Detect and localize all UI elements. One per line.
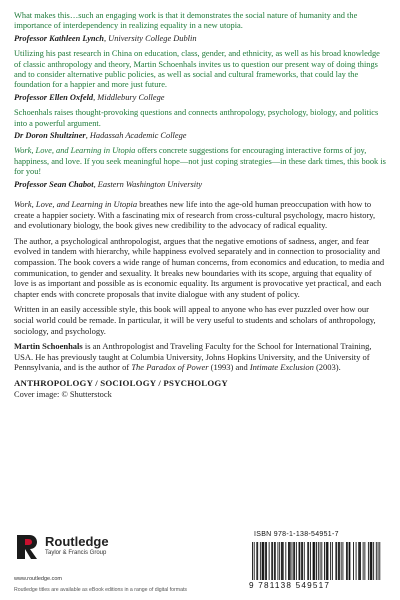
barcode-bar (272, 542, 273, 580)
barcode-bar (330, 542, 331, 580)
barcode-bar (359, 542, 360, 580)
barcode-bar (307, 542, 308, 580)
description-paragraph (14, 199, 386, 231)
barcode-bar (328, 542, 329, 580)
barcode-bar (290, 542, 291, 580)
ebook-note: Routledge titles are available as eBook editions in a range of digital formats (14, 587, 188, 593)
barcode-bar (299, 542, 300, 580)
barcode-bar (378, 542, 379, 580)
barcode-bar (342, 542, 343, 580)
blurb-affiliation: Hadassah Academic College (89, 131, 187, 141)
publisher-name: Routledge (45, 534, 109, 549)
blurb-name: Professor Sean Chabot (14, 179, 94, 189)
barcode-bar (364, 542, 365, 580)
barcode-bar (283, 542, 284, 580)
barcode-bar (254, 542, 255, 580)
blurb-quote-text: offers concrete suggestions for encouraging interactive forms of joy, happiness, and love. If you seek meaningful hope—not just coping strategies—in these dark times, this book is for you! (14, 146, 386, 177)
subject-categories: ANTHROPOLOGY / SOCIOLOGY / PSYCHOLOGY (14, 377, 228, 388)
barcode-bar (310, 542, 311, 580)
blurb-attribution: Dr Doron Shultziner, Hadassah Academic College (14, 131, 187, 141)
barcode-bar (353, 542, 354, 580)
blurb-name: Dr Doron Shultziner (14, 131, 86, 141)
barcode-bar (301, 542, 302, 580)
blurb-quote: Schoenhals raises thought-provoking questions and connects anthropology, psychology, biology, and politics into a powerful argument. (14, 108, 379, 128)
barcode-bar (263, 542, 264, 580)
barcode-panel (248, 528, 388, 594)
barcode-bar (289, 542, 290, 580)
barcode-bar (356, 542, 357, 580)
barcode-bar (269, 542, 270, 580)
book-title: The Paradox of Power (131, 362, 209, 373)
barcode-bar (335, 542, 336, 580)
barcode-bar (304, 542, 305, 580)
barcode-bar (324, 542, 325, 580)
author-bio (14, 341, 386, 373)
barcode (252, 542, 382, 580)
cover-credit: Cover image: © Shutterstock (14, 389, 112, 399)
barcode-bar (277, 542, 278, 580)
barcode-bar (260, 542, 261, 580)
barcode-bar (346, 542, 347, 580)
barcode-bar (308, 542, 309, 580)
blurb-quote (14, 146, 386, 177)
bio-text: (2003). (313, 362, 341, 373)
barcode-bar (349, 542, 350, 580)
barcode-bar (302, 542, 303, 580)
description (14, 199, 386, 400)
barcode-bar (376, 542, 377, 580)
barcode-bar (371, 542, 372, 580)
blurb-name: Professor Kathleen Lynch (14, 33, 104, 43)
barcode-bar (263, 542, 264, 580)
blurb-attribution: Professor Ellen Oxfeld, Middlebury College (14, 92, 165, 102)
barcode-bar (316, 542, 317, 580)
publisher-group: Taylor & Francis Group (45, 550, 107, 556)
barcode-bar (318, 542, 319, 580)
book-title: Work, Love, and Learning in Utopia (14, 199, 138, 209)
barcode-bar (360, 542, 361, 580)
blurb-quote: Utilizing his past research in China on education, class, gender, and ethnicity, as well as his broad knowledge of classic anthropology and theory, Martin Schoenhals invites us to question our present way of doing things and to consider alternative public policies, as well as social and cultural frameworks, that could lay the foundation for a happier and more just future. (14, 49, 380, 90)
barcode-bar (292, 542, 293, 580)
barcode-bar (262, 542, 263, 580)
publisher-url: www.routledge.com (14, 576, 62, 582)
barcode-bar (370, 542, 371, 580)
bio-text: (1993) and (208, 362, 250, 373)
blurb-affiliation: Eastern Washington University (97, 179, 203, 189)
blurb-quote: What makes this…such an engaging work is that it demonstrates the social nature of humanity and the importance of interdependency in realizing equality in a new utopia. (14, 11, 358, 31)
barcode-bar (368, 542, 369, 580)
barcode-bar (296, 542, 297, 580)
publisher-logo (14, 532, 154, 568)
barcode-bar (282, 542, 283, 580)
barcode-bar (299, 542, 300, 580)
barcode-bar (257, 542, 258, 580)
barcode-digits: 9 781138 549517 (249, 581, 331, 590)
barcode-bar (313, 542, 314, 580)
barcode-bar (326, 542, 327, 580)
barcode-bar (271, 542, 272, 580)
description-paragraph: The author, a psychological anthropologist, argues that the negative emotions of sadness, anger, and fear evolved in tandem with hierarchy, while happiness evolved separately and in connection to prosociality and compassion. The book covers a wide range of human concerns, from economics and education, to media and communication, to gender and sexuality. It breaks new boundaries with its scope, arguing that equality of love is as important and possible as is economic equality. Its argument is provocative yet practical, and each chapter ends with concrete proposals that invite dialogue with any student of policy. (14, 235, 385, 299)
barcode-bar (321, 542, 322, 580)
barcode-bar (279, 542, 280, 580)
barcode-bar (371, 542, 372, 580)
barcode-bar (281, 542, 282, 580)
barcode-bar (320, 542, 321, 580)
barcode-bar (363, 542, 364, 580)
barcode-bar (275, 542, 276, 580)
blurb-affiliation: Middlebury College (97, 92, 165, 102)
barcode-bar (285, 542, 286, 580)
isbn-label: ISBN 978-1-138-54951-7 (254, 531, 339, 538)
barcode-bar (336, 542, 337, 580)
barcode-bar (350, 542, 351, 580)
author-name: Martin Schoenhals (14, 341, 83, 352)
barcode-bar (274, 542, 275, 580)
barcode-bar (332, 542, 333, 580)
blurb-attribution: Professor Kathleen Lynch, University College Dublin (14, 33, 197, 43)
barcode-bar (314, 542, 315, 580)
book-title: Intimate Exclusion (249, 362, 314, 373)
footer (0, 528, 400, 600)
blurb-name: Professor Ellen Oxfeld (14, 92, 94, 102)
barcode-bar (265, 542, 266, 580)
barcode-bar (358, 542, 359, 580)
barcode-bar (339, 542, 340, 580)
barcode-bar (293, 542, 294, 580)
barcode-bar (266, 542, 267, 580)
endorsements (14, 11, 386, 195)
barcode-bar (347, 542, 348, 580)
bio-text: is an Anthropologist and Traveling Faculty for the School for International Training, USA. He has previously taught at Columbia University, Johns Hopkins University, and the University of Pennsylvania, and is the author of (14, 341, 372, 373)
blurb-affiliation: University College Dublin (108, 33, 197, 43)
barcode-bar (338, 542, 339, 580)
barcode-bar (294, 542, 295, 580)
barcode-bar (313, 542, 314, 580)
barcode-bar (288, 542, 289, 580)
barcode-bar (379, 542, 380, 580)
description-paragraph: Written in an easily accessible style, this book will appeal to anyone who has ever puzzled over how our social world could be remade. In particular, it will be very useful to students and scholars of anthropology, sociology, and psychology. (14, 304, 376, 336)
barcode-bar (327, 542, 328, 580)
barcode-bar (256, 542, 257, 580)
book-title: Work, Love, and Learning in Utopia (14, 146, 136, 156)
description-text: breathes new life into the age-old human preoccupation with how to create a happier society. With a fascinating mix of research from cross-cultural psychology, macro history, and evolutionary biology, the book gives new credibility to the advocacy of radical equality. (14, 199, 376, 231)
blurb-attribution: Professor Sean Chabot, Eastern Washington University (14, 179, 203, 189)
routledge-r-icon (14, 532, 40, 562)
barcode-bar (373, 542, 374, 580)
barcode-bar (252, 542, 253, 580)
barcode-bar (341, 542, 342, 580)
